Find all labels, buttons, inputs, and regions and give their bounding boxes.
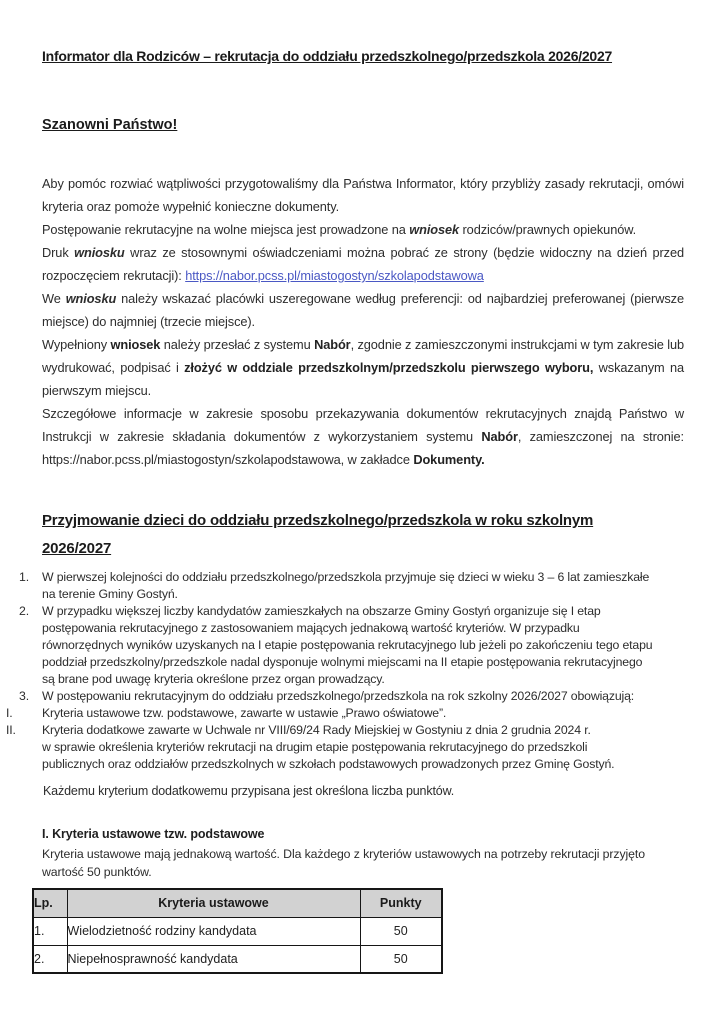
table-header-kryteria: Kryteria ustawowe [67, 889, 360, 917]
recruitment-site-link[interactable]: https://nabor.pcss.pl/miastogostyn/szkolapodstawowa [185, 268, 484, 283]
table-row-1 [33, 917, 442, 945]
intro-section [42, 172, 684, 471]
list-item-text: Kryteria dodatkowe zawarte w Uchwale nr VIII/69/24 Rady Miejskiej w Gostyniu z dnia 2 grudnia 2024 r. w sprawie określenia kryteriów rekrutacji na drugim etapie postępowania rekrutacyjnego do przedszkoli publicznych oraz oddziałów przedszkolnych w szkołach podstawowych prowadzonych przez Gminę Gostyń. [42, 723, 615, 771]
paragraph-informator: Aby pomóc rozwiać wątpliwości przygotowaliśmy dla Państwa Informator, który przybliży zasady rekrutacji, omówi kryteria oraz pomoże wypełnić konieczne dokumenty. [42, 176, 684, 214]
criteria-description: Kryteria ustawowe mają jednakową wartość. Dla każdego z kryteriów ustawowych na potrzeby rekrutacji przyjęto wartość 50 punktów. [42, 847, 645, 879]
rules-list [0, 569, 699, 773]
list-marker: I. [6, 706, 13, 720]
table-row-2 [33, 945, 442, 973]
list-marker: 3. [19, 689, 29, 703]
list-item-1 [0, 569, 699, 603]
section-heading-przyjmowanie: Przyjmowanie dzieci do oddziału przedszkolnego/przedszkola w roku szkolnym 2026/2027 [42, 512, 594, 557]
paragraph-druk-wniosku: Druk wniosku wraz ze stosownymi oświadczeniami można pobrać ze strony (będzie widoczny na dzień przed rozpoczęciem rekrutacji): https://nabor.pcss.pl/miastogostyn/szkolapodstawowa [42, 245, 684, 283]
list-marker: 1. [19, 570, 29, 584]
criteria-table [32, 888, 443, 974]
table-cell-punkty: 50 [360, 917, 442, 945]
list-item-text: W przypadku większej liczby kandydatów zamieszkałych na obszarze Gminy Gostyń organizuje się I etap postępowania rekrutacyjnego z zastosowaniem mających jednakową wartość kryteriów. W przypadku równorzędnych wyników uzyskanych na I etapie postępowania rekrutacyjnego lub jeżeli po zakończeniu tego etapu poddział przedszkolny/przedszkole nadal dysponuje wolnymi miejscami na II etapie postępowania rekrutacyjnego są brane pod uwagę kryteria określone przez organ prowadzący. [42, 604, 653, 686]
document-title: Informator dla Rodziców – rekrutacja do oddziału przedszkolnego/przedszkola 2026/2027 [42, 48, 613, 64]
list-item-text: Kryteria ustawowe tzw. podstawowe, zawarte w ustawie „Prawo oświatowe”. [42, 706, 447, 720]
table-header-row [33, 889, 442, 917]
table-cell-kryterium: Niepełnosprawność kandydata [67, 945, 360, 973]
list-item-text: W pierwszej kolejności do oddziału przedszkolnego/przedszkola przyjmuje się dzieci w wieku 3 – 6 lat zamieszkałe na terenie Gminy Gostyń. [42, 570, 650, 601]
list-item-roman-1 [0, 705, 699, 722]
list-marker: 2. [19, 604, 29, 618]
table-cell-punkty: 50 [360, 945, 442, 973]
table-cell-lp: 2. [33, 945, 67, 973]
table-cell-lp: 1. [33, 917, 67, 945]
table-cell-kryterium: Wielodzietność rodziny kandydata [67, 917, 360, 945]
list-item-roman-2 [0, 722, 699, 773]
paragraph-szczegolowe-informacje: Szczegółowe informacje w zakresie sposobu przekazywania dokumentów rekrutacyjnych znajdą Państwo w Instrukcji w zakresie składania dokumentów z wykorzystaniem systemu Nabór, zamieszczonej na stronie: https://nabor.pcss.pl/miastogostyn/szkolapodstawowa, w zakładce Dokumenty. [42, 406, 684, 467]
list-item-3 [0, 688, 699, 705]
table-header-punkty: Punkty [360, 889, 442, 917]
list-marker: II. [6, 723, 16, 737]
paragraph-preferencje: We wniosku należy wskazać placówki uszeregowane według preferencji: od najbardziej preferowanej (pierwsze miejsce) do najmniej (trzecie miejsce). [42, 291, 684, 329]
salutation-heading: Szanowni Państwo! [42, 117, 178, 133]
points-note: Każdemu kryterium dodatkowemu przypisana jest określona liczba punktów. [43, 784, 455, 798]
table-header-lp: Lp. [33, 889, 67, 917]
document-content [6, 0, 684, 974]
list-item-2 [0, 603, 699, 688]
paragraph-wypelniony-wniosek: Wypełniony wniosek należy przesłać z systemu Nabór, zgodnie z zamieszczonymi instrukcjami w tym zakresie lub wydrukować, podpisać i złożyć w oddziale przedszkolnym/przedszkolu pierwszego wyboru, wskazanym na pierwszym miejscu. [42, 337, 684, 398]
criteria-subheading: I. Kryteria ustawowe tzw. podstawowe [42, 827, 265, 841]
paragraph-postepowanie: Postępowanie rekrutacyjne na wolne miejsca jest prowadzone na wniosek rodziców/prawnych opiekunów. [42, 222, 637, 237]
list-item-text: W postępowaniu rekrutacyjnym do oddziału przedszkolnego/przedszkola na rok szkolny 2026/2027 obowiązują: [42, 689, 635, 703]
